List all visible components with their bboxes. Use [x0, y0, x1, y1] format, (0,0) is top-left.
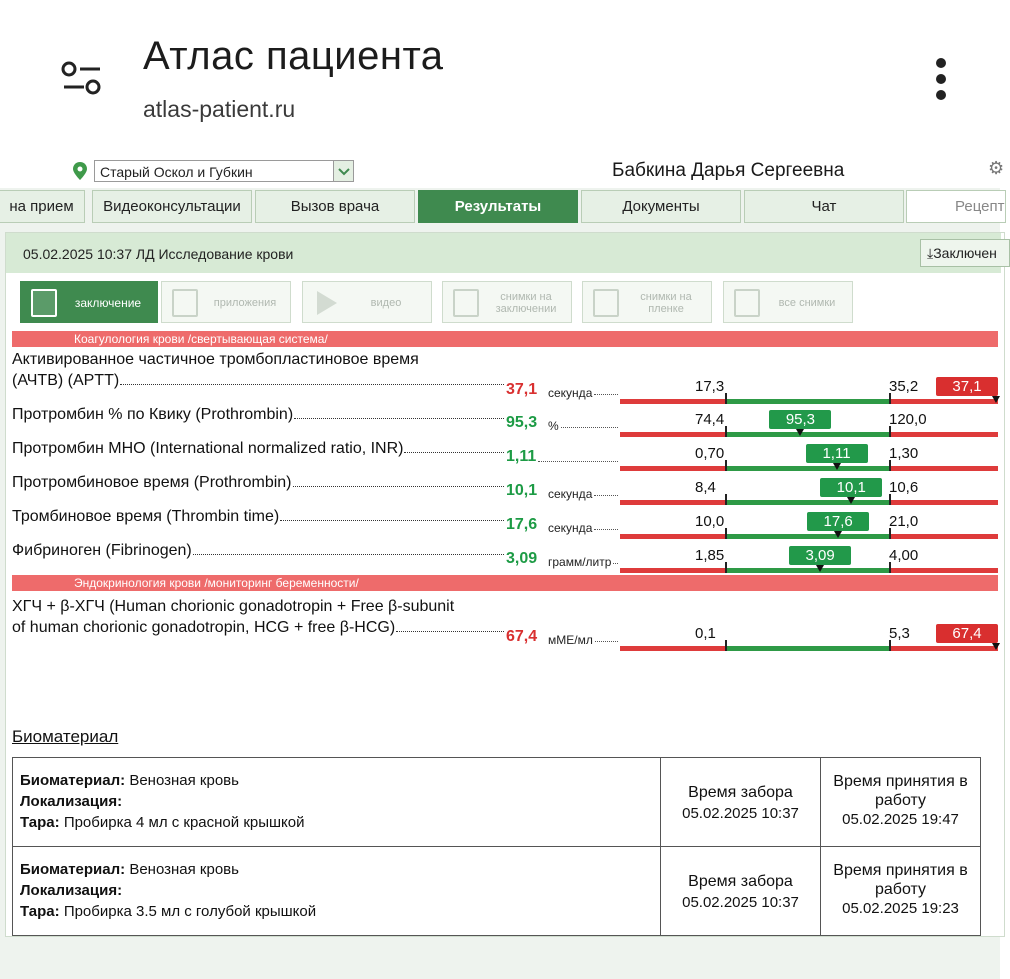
dotted-leader	[594, 529, 618, 530]
table-row	[13, 847, 981, 936]
biomaterial-table	[12, 757, 981, 936]
result-row	[12, 472, 1002, 501]
dotted-leader	[594, 394, 618, 395]
result-value: 17,6	[506, 516, 538, 533]
table-row	[13, 758, 981, 847]
value-badge: 10,1	[820, 478, 882, 497]
label: Время принятия в работу	[833, 773, 968, 809]
value-marker	[816, 565, 824, 572]
label: Время забора	[688, 784, 793, 801]
result-unit: %	[548, 419, 559, 433]
section-header: Эндокринология крови /мониторинг беременности/	[12, 575, 998, 591]
attachment-icon	[172, 289, 198, 317]
container-value: Пробирка 3.5 мл с голубой крышкой	[63, 903, 317, 920]
accepted-time-cell	[821, 847, 981, 936]
reference-scale	[620, 534, 998, 539]
dotted-leader	[561, 427, 618, 428]
accepted-time: 05.02.2025 19:23	[842, 900, 959, 917]
nav-tabs	[0, 190, 1005, 224]
dotted-leader	[293, 486, 505, 487]
study-title: 05.02.2025 10:37 ЛД Исследование крови	[23, 246, 294, 262]
page-content	[0, 150, 1005, 979]
result-value: 10,1	[506, 482, 538, 499]
reference-high: 10,6	[889, 479, 919, 496]
dotted-leader	[404, 452, 504, 453]
browser-top-bar	[0, 0, 1000, 150]
attachments-label: приложения	[213, 297, 277, 309]
reference-high: 1,30	[889, 445, 919, 462]
reference-low: 10,0	[695, 513, 725, 530]
document-icon	[31, 289, 57, 317]
attachments-button[interactable]	[161, 281, 291, 323]
label: Тара:	[20, 814, 60, 831]
all-images-label: все снимки	[778, 297, 836, 309]
result-name: Фибриноген (Fibrinogen)	[12, 542, 192, 559]
tab-appointment[interactable]: на прием	[0, 190, 85, 223]
reference-low: 0,1	[695, 625, 716, 642]
result-value: 3,09	[506, 550, 538, 567]
all-images-button[interactable]	[723, 281, 853, 323]
reference-scale	[620, 432, 998, 437]
low-tick	[725, 460, 727, 471]
label: Время забора	[688, 873, 793, 890]
tab-documents[interactable]: Документы	[581, 190, 741, 223]
dotted-leader	[120, 384, 504, 385]
reference-high: 21,0	[889, 513, 919, 530]
patient-name: Бабкина Дарья Сергеевна	[612, 160, 845, 181]
value-marker	[834, 531, 842, 538]
biomaterial-cell	[13, 847, 661, 936]
low-tick	[725, 562, 727, 573]
reference-low: 74,4	[695, 411, 725, 428]
city-select[interactable]	[94, 160, 354, 182]
result-row	[12, 438, 1002, 464]
label: Время принятия в работу	[833, 862, 968, 898]
dotted-leader	[280, 520, 504, 521]
dotted-leader	[595, 641, 618, 642]
result-name: Протромбин % по Квику (Prothrombin)	[12, 406, 294, 423]
images-on-film-label: снимки на пленке	[640, 291, 692, 315]
reference-scale	[620, 568, 998, 573]
label: Локализация:	[20, 882, 123, 899]
value-marker	[992, 643, 1000, 650]
label: Биоматериал:	[20, 772, 126, 789]
grid-icon	[734, 289, 760, 317]
city-select-value: Старый Оскол и Губкин	[100, 164, 253, 180]
normal-range	[725, 534, 889, 539]
images-on-conclusion-button[interactable]	[442, 281, 572, 323]
study-header	[6, 233, 1001, 273]
images-on-film-button[interactable]	[582, 281, 712, 323]
result-name: Активированное частичное тромбопластиновое время (АЧТВ) (APTT)	[12, 351, 419, 389]
result-unit: грамм/литр	[548, 555, 612, 569]
label: Тара:	[20, 903, 60, 920]
result-unit: мМЕ/мл	[548, 633, 593, 647]
page-url[interactable]: atlas-patient.ru	[143, 96, 296, 122]
reference-scale	[620, 466, 998, 471]
conclusion-label: заключение	[74, 296, 142, 310]
result-row	[12, 540, 1002, 569]
result-row	[12, 349, 1002, 400]
material-value: Венозная кровь	[129, 861, 239, 878]
normal-range	[725, 466, 889, 471]
reference-high: 4,00	[889, 547, 919, 564]
result-value: 95,3	[506, 414, 538, 431]
reference-scale	[620, 646, 998, 651]
collect-time-cell	[661, 758, 821, 847]
tab-doctor-call[interactable]: Вызов врача	[255, 190, 415, 223]
result-value: 1,11	[506, 448, 537, 465]
download-icon: ⤓	[927, 245, 934, 261]
result-row	[12, 596, 1002, 647]
low-tick	[725, 494, 727, 505]
result-name: Протромбиновое время (Prothrombin)	[12, 474, 292, 491]
result-unit: секунда	[548, 487, 593, 501]
low-tick	[725, 640, 727, 651]
reference-low: 0,70	[695, 445, 725, 462]
normal-range	[725, 432, 889, 437]
more-menu-icon[interactable]	[926, 56, 956, 102]
result-unit: секунда	[548, 521, 593, 535]
label: Локализация:	[20, 793, 123, 810]
value-badge: 37,1	[936, 377, 998, 396]
images-icon	[453, 289, 479, 317]
value-badge: 3,09	[789, 546, 851, 565]
tab-chat[interactable]: Чат	[744, 190, 904, 223]
reference-high: 35,2	[889, 378, 919, 395]
value-badge: 17,6	[807, 512, 869, 531]
dotted-leader	[613, 563, 618, 564]
reference-low: 8,4	[695, 479, 716, 496]
conclusion-button[interactable]	[20, 281, 158, 323]
video-button[interactable]	[302, 281, 432, 323]
study-panel	[5, 232, 1005, 937]
container-value: Пробирка 4 мл с красной крышкой	[63, 814, 305, 831]
section-header: Коагулология крови /свертывающая система/	[12, 331, 998, 347]
result-row	[12, 404, 1002, 433]
location-pin-icon	[73, 162, 87, 180]
normal-range	[725, 568, 889, 573]
value-marker	[833, 463, 841, 470]
collect-time: 05.02.2025 10:37	[682, 894, 799, 911]
biomaterial-title: Биоматериал	[12, 727, 119, 746]
download-label: Заключен	[933, 245, 997, 261]
low-tick	[725, 426, 727, 437]
collect-time-cell	[661, 847, 821, 936]
reference-low: 17,3	[695, 378, 725, 395]
result-unit: секунда	[548, 386, 593, 400]
value-marker	[796, 429, 804, 436]
download-conclusion-button[interactable]	[920, 239, 1010, 267]
accepted-time-cell	[821, 758, 981, 847]
images-on-conclusion-label: снимки на заключении	[495, 291, 557, 315]
value-badge: 95,3	[769, 410, 831, 429]
value-badge: 67,4	[936, 624, 998, 643]
value-marker	[992, 396, 1000, 403]
page-title: Атлас пациента	[143, 34, 444, 78]
reference-high: 120,0	[889, 411, 927, 428]
dotted-leader	[396, 631, 504, 632]
dotted-leader	[294, 418, 504, 419]
result-name: Тромбиновое время (Thrombin time)	[12, 508, 280, 525]
label: Биоматериал:	[20, 861, 126, 878]
gear-icon[interactable]: ⚙	[988, 158, 1005, 178]
result-row	[12, 506, 1002, 535]
tab-prescription[interactable]: Рецепт	[906, 190, 1006, 223]
value-badge: 1,11	[806, 444, 868, 463]
normal-range	[725, 500, 889, 505]
result-name: Протромбин МНО (International normalized ratio, INR)	[12, 440, 404, 457]
dotted-leader	[538, 461, 618, 462]
collect-time: 05.02.2025 10:37	[682, 805, 799, 822]
tab-results[interactable]: Результаты	[418, 190, 578, 223]
low-tick	[725, 393, 727, 404]
video-label: видео	[370, 297, 402, 309]
material-value: Венозная кровь	[129, 772, 239, 789]
biomaterial-cell	[13, 758, 661, 847]
normal-range	[725, 646, 889, 651]
dotted-leader	[594, 495, 618, 496]
accepted-time: 05.02.2025 19:47	[842, 811, 959, 828]
play-icon	[313, 289, 339, 317]
site-settings-icon[interactable]	[60, 60, 104, 96]
reference-high: 5,3	[889, 625, 910, 642]
film-icon	[593, 289, 619, 317]
result-name: ХГЧ + β-ХГЧ (Human chorionic gonadotropin + Free β-subunit of human chorionic gonadotropin, HCG + free β-HCG)	[12, 598, 455, 636]
location-bar	[0, 150, 1005, 188]
reference-scale	[620, 500, 998, 505]
low-tick	[725, 528, 727, 539]
result-value: 37,1	[506, 381, 538, 398]
chevron-down-icon[interactable]	[333, 161, 353, 181]
reference-low: 1,85	[695, 547, 725, 564]
tab-video-consultations[interactable]: Видеоконсультации	[92, 190, 252, 223]
value-marker	[847, 497, 855, 504]
result-value: 67,4	[506, 628, 538, 645]
dotted-leader	[193, 554, 504, 555]
